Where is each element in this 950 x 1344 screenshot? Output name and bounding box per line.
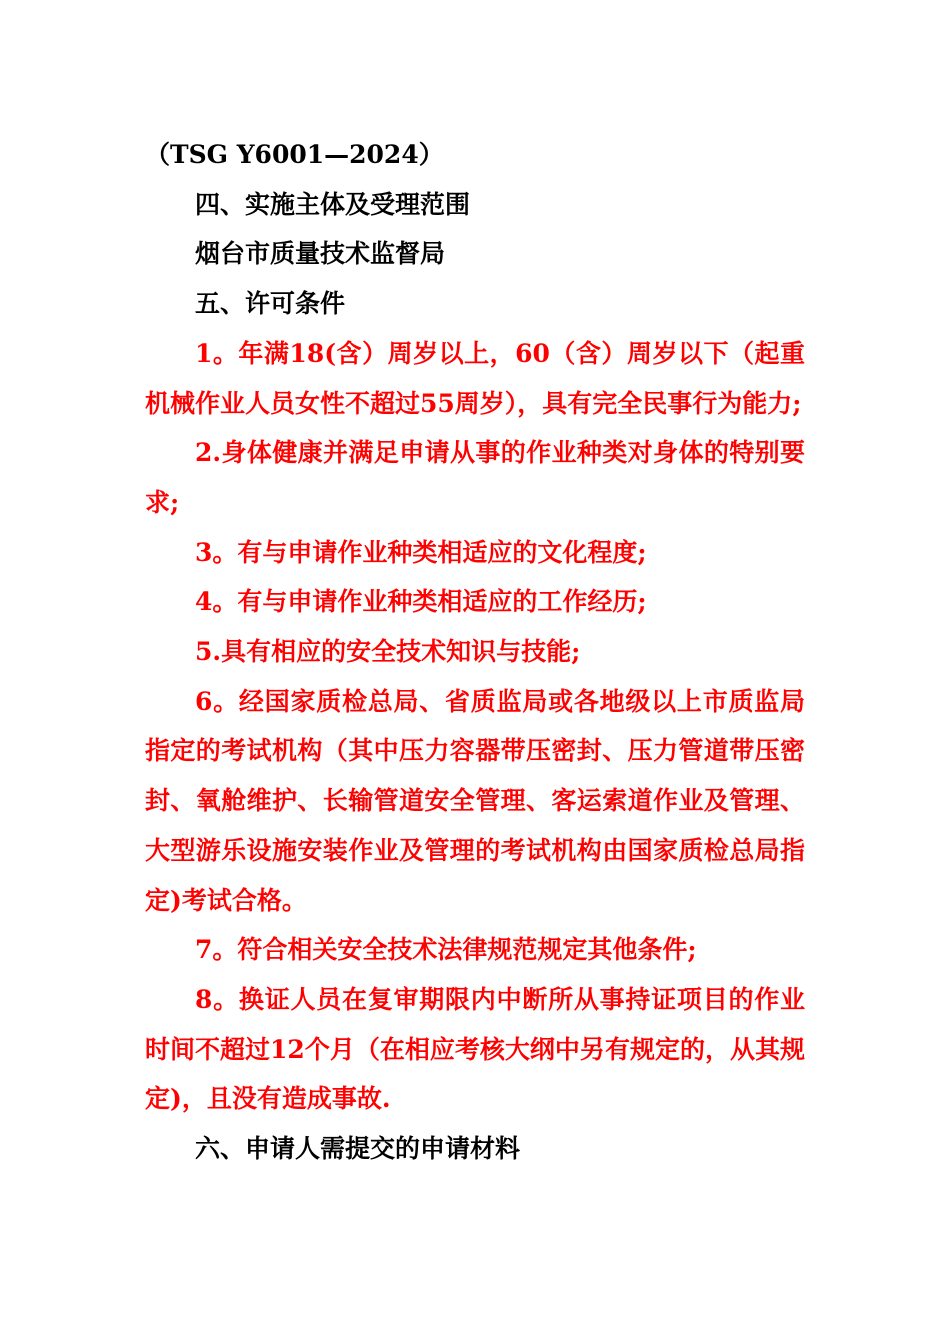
condition-2: 2.身体健康并满足申请从事的作业种类对身体的特别要求; [145,438,805,517]
section-6-title: 六、申请人需提交的申请材料 [195,1134,521,1164]
condition-3: 3。有与申请作业种类相适应的文化程度; [195,537,647,567]
condition-7: 7。符合相关安全技术法律规范规定其他条件; [195,935,697,965]
standard-code-line: （TSG Y6001—2024） [145,140,444,169]
condition-1: 1。年满18(含）周岁以上，60（含）周岁以下（起重机械作业人员女性不超过55周岁），具有完全民事行为能力; [145,338,805,418]
section-4-body: 烟台市质量技术监督局 [195,239,446,269]
condition-4: 4。有与申请作业种类相适应的工作经历; [195,587,647,617]
section-5-title: 五、许可条件 [195,289,346,319]
condition-8: 8。换证人员在复审期限内中断所从事持证项目的作业时间不超过12个月（在相应考核大纲中另有规定的，从其规定)，且没有造成事故. [145,984,805,1114]
condition-6: 6。经国家质检总局、省质监局或各地级以上市质监局指定的考试机构（其中压力容器带压密封、压力管道带压密封、氧舱维护、长输管道安全管理、客运索道作业及管理、大型游乐设施安装作业及管理的考试机构由国家质检总局指定)考试合格。 [145,686,805,915]
section-4-title: 四、实施主体及受理范围 [195,189,471,219]
condition-5: 5.具有相应的安全技术知识与技能; [195,637,581,667]
document-body [145,130,805,1174]
